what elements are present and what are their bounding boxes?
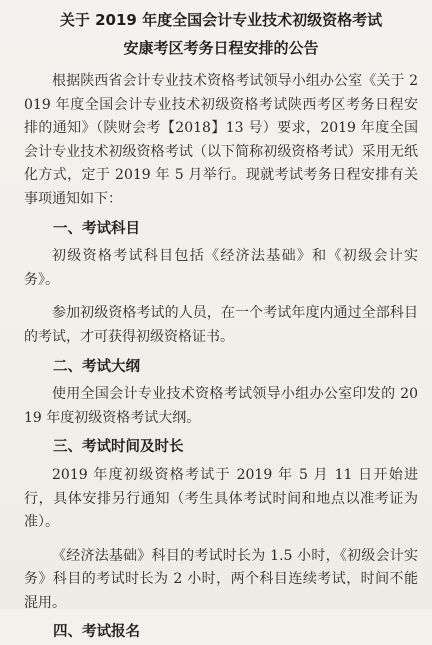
document-title-line-2: 安康考区考务日程安排的公告 — [123, 39, 319, 57]
section-4-heading: 四、考试报名 — [53, 624, 140, 641]
section-1-paragraph-1: 初级资格考试科目包括《经济法基础》和《初级会计实务》。 — [24, 248, 418, 288]
intro-paragraph: 根据陕西省会计专业技术资格考试领导小组办公室《关于 2019 年度全国会计专业技术初级资格考试陕西考区考务日程安排的通知》（陕财会考【2018】13 号）要求，2019 年度全国会计专业技术初级资格考试（以下简称初级资格考试）采用无纸化方式，定于 2019 年 5 月举行。现就考试考务日程安排有关事项通知如下： — [24, 73, 418, 207]
section-3-paragraph-2: 《经济法基础》科目的考试时长为 1.5 小时，《初级会计实务》科目的考试时长为 2 小时，两个科目连续考试，时间不能混用。 — [24, 547, 418, 611]
section-2-paragraph-1: 使用全国会计专业技术资格考试领导小组办公室印发的 2019 年度初级资格考试大纲。 — [24, 386, 418, 426]
section-1-paragraph-2: 参加初级资格考试的人员，在一个考试年度内通过全部科目的考试，才可获得初级资格证书。 — [24, 305, 418, 345]
section-3-heading: 三、考试时间及时长 — [53, 439, 184, 456]
section-3-paragraph-1: 2019 年度初级资格考试于 2019 年 5 月 11 日开始进行，具体安排另行通知（考生具体考试时间和地点以准考证为准）。 — [24, 466, 418, 531]
section-1-heading: 一、考试科目 — [53, 220, 140, 237]
document-title-line-1: 关于 2019 年度全国会计专业技术初级资格考试 — [59, 11, 383, 29]
section-2-heading: 二、考试大纲 — [53, 358, 140, 375]
